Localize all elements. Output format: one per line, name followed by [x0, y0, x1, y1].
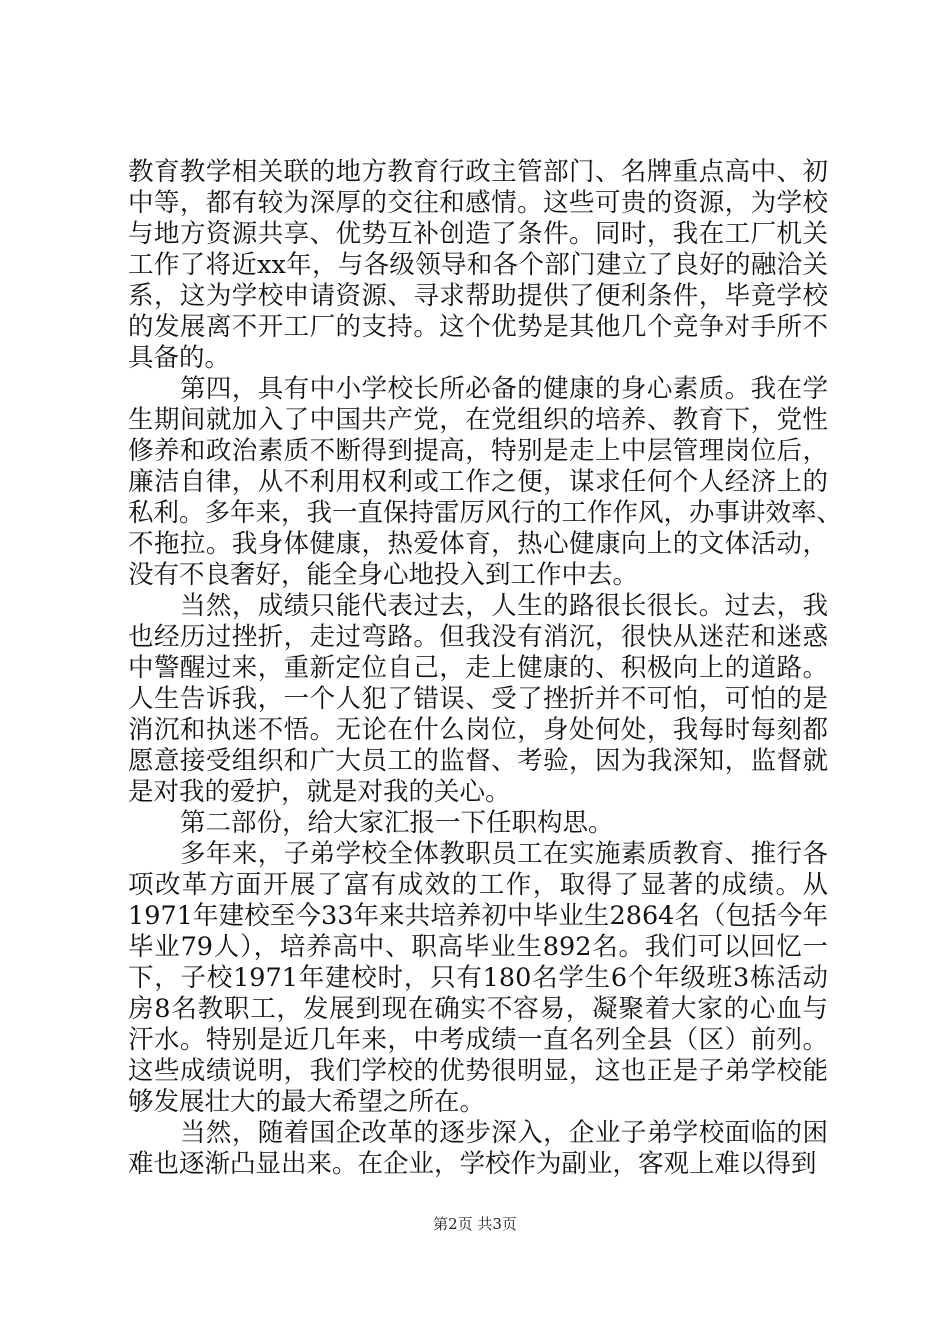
text-line: 廉洁自律，从不利用权利或工作之便，谋求任何个人经济上的 — [128, 467, 828, 497]
text-line: 没有不良奢好，能全身心地投入到工作中去。 — [128, 560, 639, 590]
text-line: 具备的。 — [128, 343, 231, 373]
paragraph — [128, 374, 843, 591]
text-line: 私利。多年来，我一直保持雷厉风行的工作作风，办事讲效率、 — [128, 498, 843, 528]
text-line: 中等，都有较为深厚的交往和感情。这些可贵的资源，为学校 — [128, 188, 828, 218]
text-line: 够发展壮大的最大希望之所在。 — [128, 1087, 486, 1117]
text-line: 第二部份，给大家汇报一下任职构思。 — [180, 808, 614, 838]
text-line: 房8名教职工，发展到现在确实不容易，凝聚着大家的心血与 — [128, 994, 828, 1024]
text-line: 汗水。特别是近几年来，中考成绩一直名列全县（区）前列。 — [128, 1025, 828, 1055]
text-line: 是对我的爱护，就是对我的关心。 — [128, 777, 511, 807]
text-line: 与地方资源共享、优势互补创造了条件。同时，我在工厂机关 — [128, 219, 828, 249]
text-line: 多年来，子弟学校全体教职员工在实施素质教育、推行各 — [180, 839, 828, 869]
text-line: 第四，具有中小学校长所必备的健康的身心素质。我在学 — [180, 374, 828, 404]
paragraph — [128, 839, 828, 1118]
text-line: 教育教学相关联的地方教育行政主管部门、名牌重点高中、初 — [128, 157, 828, 187]
text-line: 愿意接受组织和广大员工的监督、考验，因为我深知，监督就 — [128, 746, 828, 776]
text-line: 1971年建校至今33年来共培养初中毕业生2864名（包括今年 — [128, 901, 828, 931]
text-line: 项改革方面开展了富有成效的工作，取得了显著的成绩。从 — [128, 870, 828, 900]
page-footer: 第2页 共3页 — [433, 1215, 517, 1233]
paragraph — [128, 1118, 828, 1180]
text-line: 人生告诉我，一个人犯了错误、受了挫折并不可怕，可怕的是 — [128, 684, 828, 714]
text-line: 当然，随着国企改革的逐步深入，企业子弟学校面临的困 — [180, 1118, 828, 1148]
text-line: 工作了将近xx年，与各级领导和各个部门建立了良好的融洽关 — [128, 250, 828, 280]
text-line: 下，子校1971年建校时，只有180名学生6个年级班3栋活动 — [128, 963, 828, 993]
paragraph — [128, 157, 828, 374]
paragraph — [128, 808, 828, 839]
text-line: 修养和政治素质不断得到提高，特别是走上中层管理岗位后， — [128, 436, 828, 466]
text-line: 的发展离不开工厂的支持。这个优势是其他几个竞争对手所不 — [128, 312, 828, 342]
text-line: 中警醒过来，重新定位自己，走上健康的、积极向上的道路。 — [128, 653, 828, 683]
document-body — [128, 157, 843, 1180]
text-line: 生期间就加入了中国共产党，在党组织的培养、教育下，党性 — [128, 405, 828, 435]
text-line: 不拖拉。我身体健康，热爱体育，热心健康向上的文体活动， — [128, 529, 828, 559]
text-line: 当然，成绩只能代表过去，人生的路很长很长。过去，我 — [180, 591, 828, 621]
text-line: 也经历过挫折，走过弯路。但我没有消沉，很快从迷茫和迷惑 — [128, 622, 828, 652]
text-line: 难也逐渐凸显出来。在企业，学校作为副业，客观上难以得到 — [128, 1149, 817, 1179]
paragraph — [128, 591, 828, 808]
text-line: 系，这为学校申请资源、寻求帮助提供了便利条件，毕竟学校 — [128, 281, 828, 311]
text-line: 这些成绩说明，我们学校的优势很明显，这也正是子弟学校能 — [128, 1056, 828, 1086]
text-line: 消沉和执迷不悟。无论在什么岗位，身处何处，我每时每刻都 — [128, 715, 828, 745]
text-line: 毕业79人），培养高中、职高毕业生892名。我们可以回忆一 — [128, 932, 828, 962]
